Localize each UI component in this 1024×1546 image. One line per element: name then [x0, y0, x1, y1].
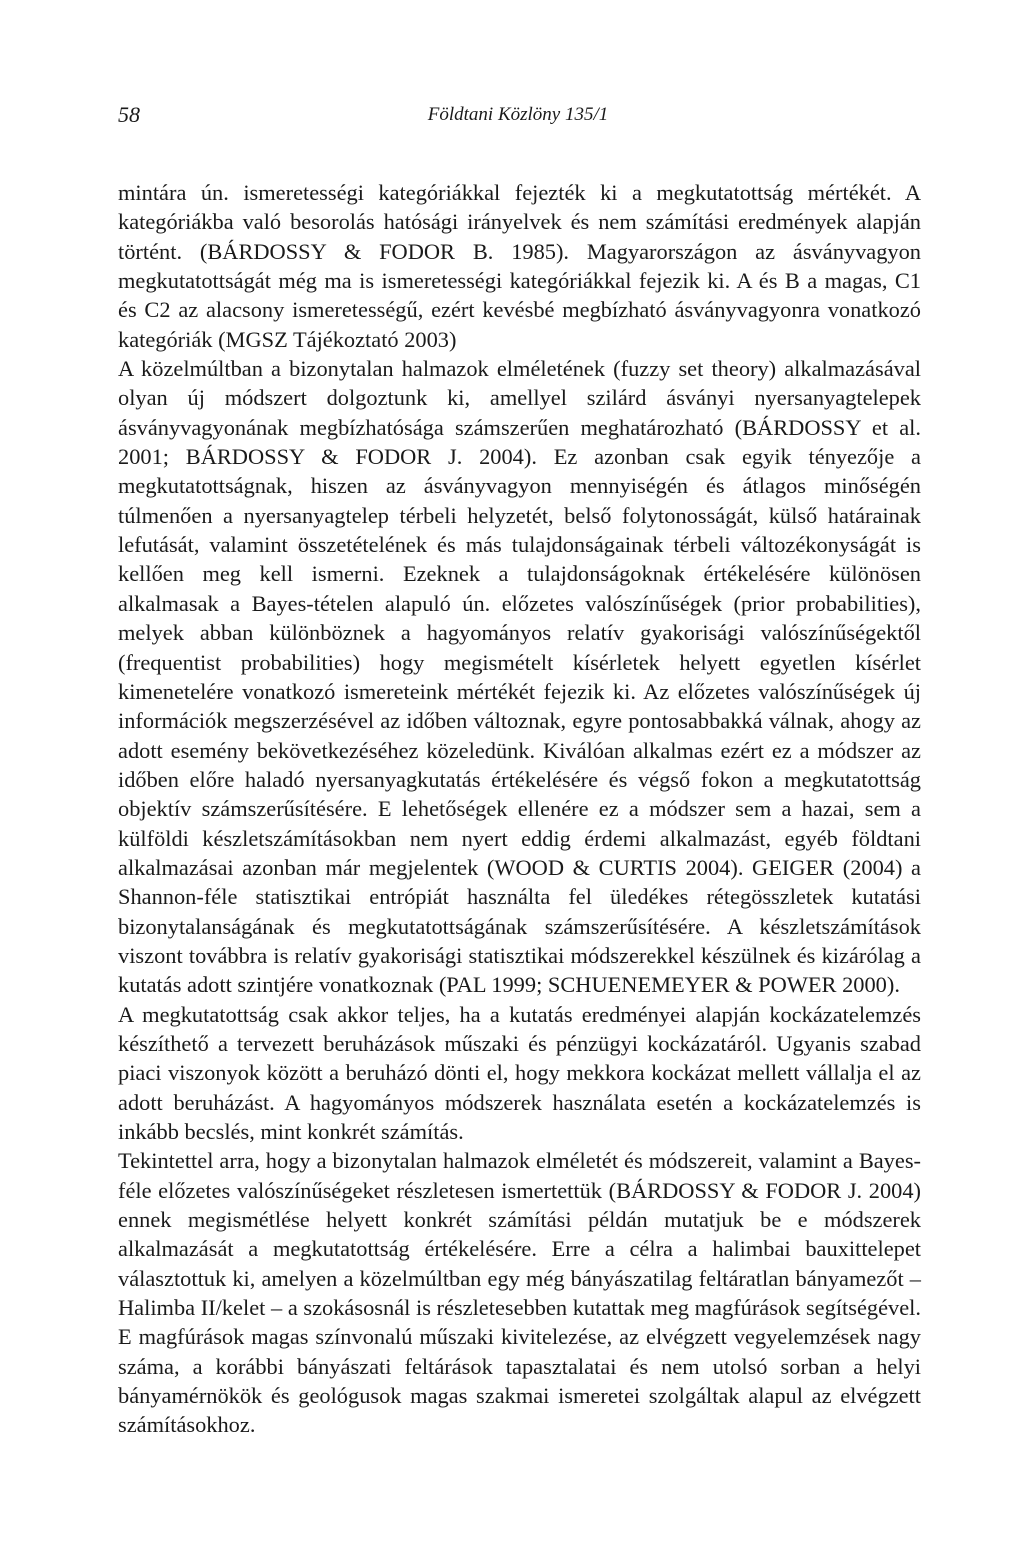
body-text [118, 178, 921, 1440]
paragraph-3: A megkutatottság csak akkor teljes, ha a kutatás eredményei alapján kockázatelemzés készíthető a tervezett beruházások műszaki és pénzügyi kockázatáról. Ugyanis szabad piaci viszonyok között a beruházó dönti el, hogy mekkora kockázat mellett vállalja el az adott beruházást. A hagyományos módszerek használata esetén a kockázatelemzés is inkább becslés, mint konkrét számítás. [118, 1001, 921, 1144]
paragraph-4: Tekintettel arra, hogy a bizonytalan halmazok elméletét és módszereit, valamint a Bayes-féle előzetes valószínűségeket részletesen ismertettük (BÁRDOSSY & FODOR J. 2004) ennek megismétlése helyett konkrét számítási példán mutatjuk be e módszerek alkalmazását a megkutatottság értékelésére. Erre a célra a halimbai bauxittelepet választottuk ki, amelyen a közelmúltban egy még bányászatilag feltáratlan bányamezőt – Halimba II/kelet – a szokásosnál is részletesebben kutattak meg magfúrások segítségével. E magfúrások magas színvonalú műszaki kivitelezése, az elvégzett vegyelemzések nagy száma, a korábbi bányászati feltárások tapasztalatai és nem utolsó sorban a helyi bányamérnökök és geológusok magas szakmai ismeretei szolgáltak alapul az elvégzett számításokhoz. [118, 1148, 921, 1438]
paragraph-2: A közelmúltban a bizonytalan halmazok elméletének (fuzzy set theory) alkalmazásával olyan új módszert dolgoztunk ki, amellyel szilárd ásványi nyersanyagtelepek ásványvagyonának megbízhatósága számszerűen meghatározható (BÁRDOSSY et al. 2001; BÁRDOSSY & FODOR J. 2004). Ez azonban csak egyik tényezője a megkutatottságnak, hiszen az ásványvagyon mennyiségén és átlagos minőségén túlmenően a nyersanyagtelep térbeli helyzetét, belső folytonosságát, külső határainak lefutását, valamint összetételének és más tulajdonságainak térbeli változékonyságát is kellően meg kell ismerni. Ezeknek a tulajdonságoknak értékelésére különösen alkalmasak a Bayes-tételen alapuló ún. előzetes valószínűségek (prior probabilities), melyek abban különböznek a hagyományos relatív gyakorisági valószínűségektől (frequentist probabilities) hogy megismételt kísérletek helyett egyetlen kísérlet kimenetelére vonatkozó ismereteink mértékét fejezik ki. Az előzetes valószínűségek új információk megszerzésével az időben változnak, egyre pontosabbakká válnak, ahogy az adott esemény bekövetkezéséhez közeledünk. Kiválóan alkalmas ezért ez a módszer az időben előre haladó nyersanyagkutatás értékelésére és végső fokon a megkutatottság objektív számszerűsítésére. E lehetőségek ellenére ez a módszer sem a hazai, sem a külföldi készletszámításokban nem nyert eddig érdemi alkalmazást, egyéb földtani alkalmazásai azonban már megjelentek (WOOD & CURTIS 2004). GEIGER (2004) a Shannon-féle statisztikai entrópiát használta fel üledékes rétegösszletek kutatási bizonytalanságának és megkutatottságának számszerűsítésére. A készletszámítások viszont továbbra is relatív gyakorisági statisztikai módszerekkel készülnek és kizárólag a kutatás adott szintjére vonatkoznak (PAL 1999; SCHUENEMEYER & POWER 2000). [118, 356, 921, 998]
page-header [118, 102, 918, 132]
page-number: 58 [118, 102, 140, 127]
paragraph-1: mintára ún. ismeretességi kategóriákkal fejezték ki a megkutatottság mértékét. A kategóriákba való besorolás hatósági irányelvek és nem számítási eredmények alapján történt. (BÁRDOSSY & FODOR B. 1985). Magyarországon az ásványvagyon megkutatottságát még ma is ismeretességi kategóriákkal fejezik ki. A és B a magas, C1 és C2 az alacsony ismeretességű, ezért kevésbé megbízható ásványvagyonra vonatkozó kategóriák (MGSZ Tájékoztató 2003) [118, 180, 921, 352]
journal-title: Földtani Közlöny 135/1 [427, 104, 609, 125]
